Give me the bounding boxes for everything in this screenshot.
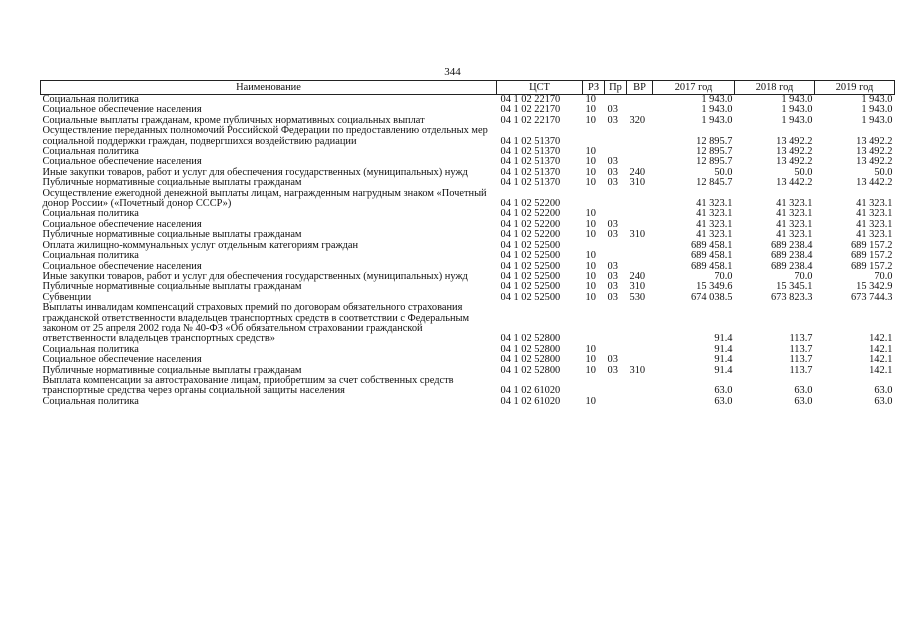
cell-2017: 689 458.1	[690, 260, 733, 272]
cell-vr: 240	[629, 270, 646, 282]
cell-2017: 41 323.1	[696, 218, 733, 230]
cell-2017: 15 349.6	[696, 281, 733, 293]
cell-2019: 13 492.2	[856, 135, 893, 147]
cell-cst: 04 1 02 61020	[500, 395, 561, 407]
cell-vr	[627, 147, 653, 157]
cell-2017: 63.0	[714, 395, 733, 407]
table-row	[41, 397, 895, 407]
table-row	[41, 241, 895, 251]
header-pr: Пр	[605, 81, 627, 95]
cell-2018: 113.7	[789, 343, 813, 355]
cell-rz: 10	[585, 94, 596, 105]
cell-2019: 689 157.2	[850, 260, 893, 272]
cell-2019: 41 323.1	[856, 198, 893, 210]
cell-cst: 04 1 02 52500	[500, 239, 561, 251]
cell-vr	[627, 209, 653, 219]
cell-name: Социальное обеспечение населения	[42, 354, 202, 366]
cell-pr: 03	[607, 218, 618, 230]
cell-2017: 70.0	[714, 270, 733, 282]
cell-rz: 10	[585, 343, 596, 355]
header-name: Наименование	[41, 81, 497, 95]
cell-pr: 03	[607, 104, 618, 116]
cell-vr: 320	[629, 114, 646, 126]
header-2019: 2019 год	[815, 81, 895, 95]
cell-2019: 50.0	[874, 166, 893, 178]
cell-vr	[627, 376, 653, 397]
cell-cst: 04 1 02 22170	[500, 114, 561, 126]
cell-pr	[605, 251, 627, 261]
cell-vr	[627, 189, 653, 210]
cell-name: Социальное обеспечение населения	[42, 218, 202, 230]
cell-cst: 04 1 02 52500	[500, 291, 561, 303]
cell-cst: 04 1 02 52500	[500, 270, 561, 282]
cell-2017: 91.4	[714, 333, 733, 345]
cell-2019: 13 442.2	[856, 177, 893, 189]
cell-2018: 113.7	[789, 364, 813, 376]
cell-vr: 530	[629, 291, 646, 303]
cell-name: Оплата жилищно-коммунальных услуг отдельным категориям граждан	[42, 239, 359, 251]
cell-name: Публичные нормативные социальные выплаты гражданам	[42, 281, 302, 293]
cell-2017: 91.4	[714, 343, 733, 355]
cell-name: Социальная политика	[42, 250, 139, 262]
cell-vr: 310	[629, 177, 646, 189]
cell-cst: 04 1 02 51370	[500, 177, 561, 189]
cell-cst: 04 1 02 52200	[500, 198, 561, 210]
cell-2019: 1 943.0	[861, 104, 893, 116]
cell-2017: 12 895.7	[696, 135, 733, 147]
cell-2017: 41 323.1	[696, 208, 733, 220]
cell-name: Социальная политика	[42, 343, 139, 355]
cell-2017: 50.0	[714, 166, 733, 178]
cell-vr	[627, 345, 653, 355]
cell-2019: 13 492.2	[856, 146, 893, 158]
cell-cst: 04 1 02 52200	[500, 218, 561, 230]
cell-vr	[627, 303, 653, 345]
cell-cst: 04 1 02 22170	[500, 104, 561, 116]
cell-vr: 310	[629, 229, 646, 241]
cell-rz: 10	[585, 260, 596, 272]
cell-2019: 63.0	[874, 395, 893, 407]
cell-rz: 10	[585, 156, 596, 168]
cell-2019: 41 323.1	[856, 229, 893, 241]
cell-2017: 689 458.1	[690, 250, 733, 262]
cell-vr	[627, 241, 653, 251]
cell-rz	[583, 376, 605, 397]
cell-2018: 113.7	[789, 354, 813, 366]
cell-vr	[627, 397, 653, 407]
cell-pr	[605, 189, 627, 210]
cell-2019: 70.0	[874, 270, 893, 282]
cell-2018: 1 943.0	[781, 94, 813, 105]
cell-2019: 1 943.0	[861, 114, 893, 126]
cell-name: Субвенции	[42, 291, 92, 303]
cell-2018: 41 323.1	[776, 208, 813, 220]
cell-2017: 91.4	[714, 364, 733, 376]
cell-name: Выплаты инвалидам компенсаций страховых премий по договорам обязательного страхования гражданской ответственности владельцев транспортных средств в соответствии с Федеральным законом от 25 апреля 2002 года № 40-ФЗ «Об обязательном страховании гражданской ответственности владельцев транспортных средств»	[42, 302, 470, 345]
table-row	[41, 282, 895, 292]
cell-name: Иные закупки товаров, работ и услуг для обеспечения государственных (муниципальных) нужд	[42, 270, 468, 282]
cell-2019: 142.1	[869, 364, 893, 376]
cell-2017: 674 038.5	[690, 291, 733, 303]
cell-name: Социальная политика	[42, 94, 139, 105]
cell-vr	[627, 95, 653, 106]
cell-name: Социальное обеспечение населения	[42, 104, 202, 116]
cell-pr: 03	[607, 270, 618, 282]
cell-name: Публичные нормативные социальные выплаты гражданам	[42, 364, 302, 376]
cell-2018: 689 238.4	[770, 239, 813, 251]
cell-cst: 04 1 02 51370	[500, 166, 561, 178]
cell-pr: 03	[607, 166, 618, 178]
cell-name: Социальное обеспечение населения	[42, 260, 202, 272]
cell-2017: 1 943.0	[701, 94, 733, 105]
cell-cst: 04 1 02 22170	[500, 94, 561, 105]
cell-pr: 03	[607, 364, 618, 376]
cell-cst: 04 1 02 51370	[500, 146, 561, 158]
cell-2018: 63.0	[794, 395, 813, 407]
cell-2018: 689 238.4	[770, 260, 813, 272]
cell-cst: 04 1 02 61020	[500, 385, 561, 397]
cell-2019: 142.1	[869, 333, 893, 345]
cell-name: Иные закупки товаров, работ и услуг для обеспечения государственных (муниципальных) нужд	[42, 166, 468, 178]
cell-2019: 673 744.3	[850, 291, 893, 303]
cell-name: Социальная политика	[42, 395, 139, 407]
cell-cst: 04 1 02 52800	[500, 364, 561, 376]
header-2018: 2018 год	[735, 81, 815, 95]
budget-table	[40, 80, 895, 407]
page-number: 344	[444, 66, 461, 78]
cell-rz: 10	[585, 177, 596, 189]
cell-2017: 63.0	[714, 385, 733, 397]
cell-pr: 03	[607, 281, 618, 293]
cell-2018: 41 323.1	[776, 218, 813, 230]
cell-rz	[583, 189, 605, 210]
table-body	[41, 95, 895, 408]
cell-pr	[605, 376, 627, 397]
cell-name: Социальная политика	[42, 208, 139, 220]
cell-2017: 1 943.0	[701, 114, 733, 126]
cell-rz: 10	[585, 281, 596, 293]
cell-vr: 310	[629, 281, 646, 293]
table-row	[41, 126, 895, 147]
cell-cst: 04 1 02 51370	[500, 135, 561, 147]
cell-cst: 04 1 02 52500	[500, 260, 561, 272]
cell-2018: 1 943.0	[781, 104, 813, 116]
cell-2019: 15 342.9	[856, 281, 893, 293]
cell-rz	[583, 126, 605, 147]
cell-pr	[605, 241, 627, 251]
cell-2018: 70.0	[794, 270, 813, 282]
header-vr: ВР	[627, 81, 653, 95]
cell-rz: 10	[585, 104, 596, 116]
cell-2019: 142.1	[869, 354, 893, 366]
cell-2018: 13 492.2	[776, 135, 813, 147]
cell-2019: 1 943.0	[861, 94, 893, 105]
cell-2019: 41 323.1	[856, 208, 893, 220]
cell-2019: 142.1	[869, 343, 893, 355]
cell-vr	[627, 251, 653, 261]
cell-2017: 1 943.0	[701, 104, 733, 116]
table-row	[41, 189, 895, 210]
cell-name: Выплата компенсации за автострахование лицам, приобретшим за счет собственных средств транспортные средства через органы социальной защиты населения	[42, 374, 454, 397]
cell-2018: 1 943.0	[781, 114, 813, 126]
table-row	[41, 376, 895, 397]
cell-pr	[605, 397, 627, 407]
cell-2018: 13 442.2	[776, 177, 813, 189]
cell-pr: 03	[607, 156, 618, 168]
cell-vr	[627, 355, 653, 365]
cell-2018: 689 238.4	[770, 250, 813, 262]
cell-2017: 12 895.7	[696, 156, 733, 168]
cell-name: Публичные нормативные социальные выплаты гражданам	[42, 229, 302, 241]
cell-2018: 15 345.1	[776, 281, 813, 293]
cell-2017: 12 895.7	[696, 146, 733, 158]
cell-vr: 310	[629, 364, 646, 376]
cell-pr: 03	[607, 177, 618, 189]
cell-cst: 04 1 02 52800	[500, 333, 561, 345]
cell-cst: 04 1 02 51370	[500, 156, 561, 168]
cell-rz: 10	[585, 395, 596, 407]
cell-2017: 689 458.1	[690, 239, 733, 251]
cell-name: Социальное обеспечение населения	[42, 156, 202, 168]
cell-rz: 10	[585, 291, 596, 303]
cell-cst: 04 1 02 52800	[500, 354, 561, 366]
cell-2019: 13 492.2	[856, 156, 893, 168]
cell-rz	[583, 303, 605, 345]
cell-pr: 03	[607, 260, 618, 272]
table-row	[41, 355, 895, 365]
cell-name: Социальные выплаты гражданам, кроме публичных нормативных социальных выплат	[42, 114, 425, 126]
table-row	[41, 251, 895, 261]
cell-pr: 03	[607, 291, 618, 303]
cell-pr	[605, 126, 627, 147]
cell-pr: 03	[607, 354, 618, 366]
cell-pr: 03	[607, 229, 618, 241]
cell-rz: 10	[585, 114, 596, 126]
cell-2018: 13 492.2	[776, 146, 813, 158]
cell-2017: 12 845.7	[696, 177, 733, 189]
cell-cst: 04 1 02 52500	[500, 281, 561, 293]
cell-pr: 03	[607, 114, 618, 126]
cell-2019: 689 157.2	[850, 250, 893, 262]
header-2017: 2017 год	[653, 81, 735, 95]
cell-2019: 689 157.2	[850, 239, 893, 251]
cell-2017: 41 323.1	[696, 198, 733, 210]
cell-rz: 10	[585, 146, 596, 158]
cell-name: Осуществление ежегодной денежной выплаты лицам, награжденным нагрудным знаком «Почетный донор России» («Почетный донор СССР»)	[42, 187, 487, 210]
cell-2018: 673 823.3	[770, 291, 813, 303]
table-row	[41, 303, 895, 345]
cell-rz: 10	[585, 250, 596, 262]
cell-cst: 04 1 02 52500	[500, 250, 561, 262]
cell-cst: 04 1 02 52800	[500, 343, 561, 355]
cell-2017: 41 323.1	[696, 229, 733, 241]
cell-2018: 13 492.2	[776, 156, 813, 168]
cell-rz: 10	[585, 229, 596, 241]
cell-2018: 113.7	[789, 333, 813, 345]
cell-pr	[605, 303, 627, 345]
header-cst: ЦСТ	[497, 81, 583, 95]
cell-cst: 04 1 02 52200	[500, 229, 561, 241]
cell-rz: 10	[585, 166, 596, 178]
cell-2018: 41 323.1	[776, 229, 813, 241]
cell-rz: 10	[585, 354, 596, 366]
cell-name: Осуществление переданных полномочий Российской Федерации по предоставлению отдельных мер социальной поддержки граждан, подвергшихся воздействию радиации	[42, 125, 488, 147]
cell-2018: 50.0	[794, 166, 813, 178]
cell-cst: 04 1 02 52200	[500, 208, 561, 220]
cell-2018: 41 323.1	[776, 198, 813, 210]
cell-name: Публичные нормативные социальные выплаты гражданам	[42, 177, 302, 189]
cell-rz: 10	[585, 364, 596, 376]
cell-rz: 10	[585, 218, 596, 230]
cell-name: Социальная политика	[42, 146, 139, 158]
cell-2017: 91.4	[714, 354, 733, 366]
header-rz: РЗ	[583, 81, 605, 95]
cell-2018: 63.0	[794, 385, 813, 397]
table-header-row	[41, 81, 895, 95]
cell-vr: 240	[629, 166, 646, 178]
cell-vr	[627, 126, 653, 147]
cell-2019: 41 323.1	[856, 218, 893, 230]
cell-rz: 10	[585, 208, 596, 220]
cell-rz: 10	[585, 270, 596, 282]
cell-2019: 63.0	[874, 385, 893, 397]
